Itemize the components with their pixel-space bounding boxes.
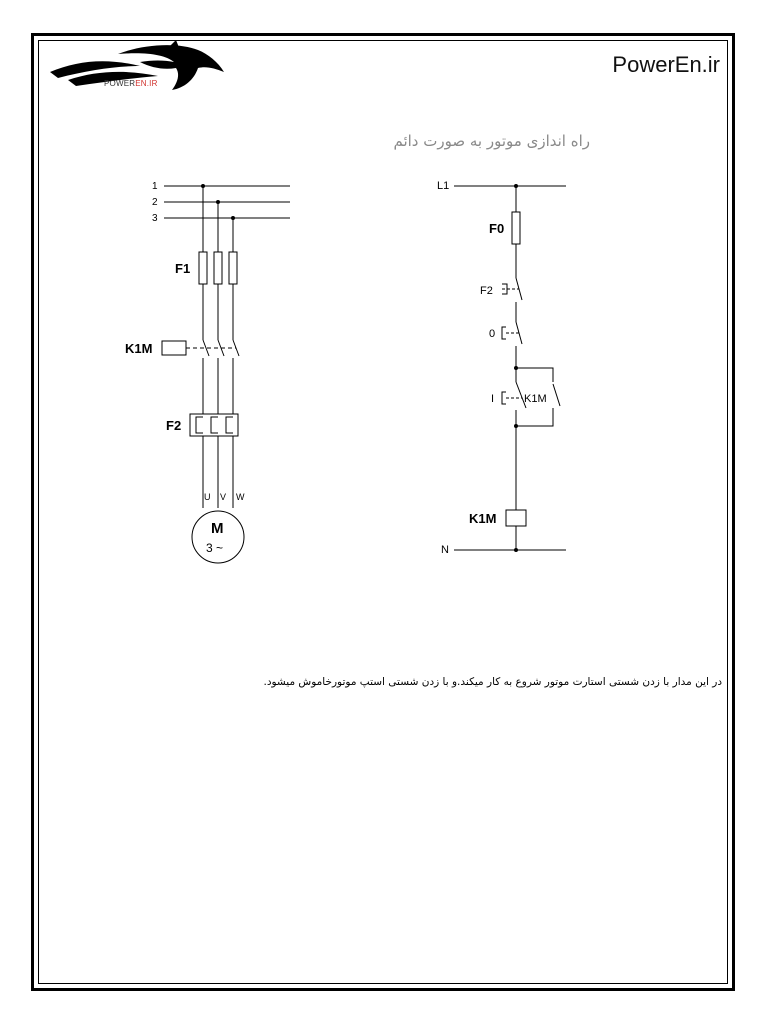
phase-label-2: 2 xyxy=(152,197,158,208)
brand-title: PowerEn.ir xyxy=(612,52,720,77)
coil-k1m xyxy=(506,510,526,526)
label-k1m-coil: K1M xyxy=(469,511,497,526)
label-stop-button: 0 xyxy=(489,328,496,340)
caption-text: در این مدار با زدن شستی استارت موتور شروع به کار میکند.و با زدن شستی استپ موتورخاموش میشود. xyxy=(263,676,722,688)
terminal-w: W xyxy=(236,492,245,502)
contactor-k1m-coil xyxy=(162,341,186,355)
label-k1m-power: K1M xyxy=(125,341,153,356)
fuse-f1-l2 xyxy=(214,252,222,284)
motor-m3 xyxy=(192,511,244,563)
logo-text: POWEREN.IR xyxy=(104,79,158,88)
motor-label: M xyxy=(211,520,224,537)
fuse-f0 xyxy=(512,212,520,244)
label-f0: F0 xyxy=(489,221,505,236)
phase-label-1: 1 xyxy=(152,181,158,192)
label-start-button: I xyxy=(491,393,495,405)
motor-sub-label: 3 ~ xyxy=(206,541,224,555)
label-f2-control: F2 xyxy=(480,285,493,297)
fuse-f1-l1 xyxy=(199,252,207,284)
label-l1: L1 xyxy=(437,180,450,192)
label-k1m-hold: K1M xyxy=(524,393,547,405)
phase-label-3: 3 xyxy=(152,213,158,224)
label-f1: F1 xyxy=(175,261,191,276)
label-f2-power: F2 xyxy=(166,418,182,433)
terminal-u: U xyxy=(204,492,211,502)
diagram-title: راه اندازی موتور به صورت دائم xyxy=(393,132,590,150)
terminal-v: V xyxy=(220,492,227,502)
fuse-f1-l3 xyxy=(229,252,237,284)
label-n: N xyxy=(441,544,449,556)
